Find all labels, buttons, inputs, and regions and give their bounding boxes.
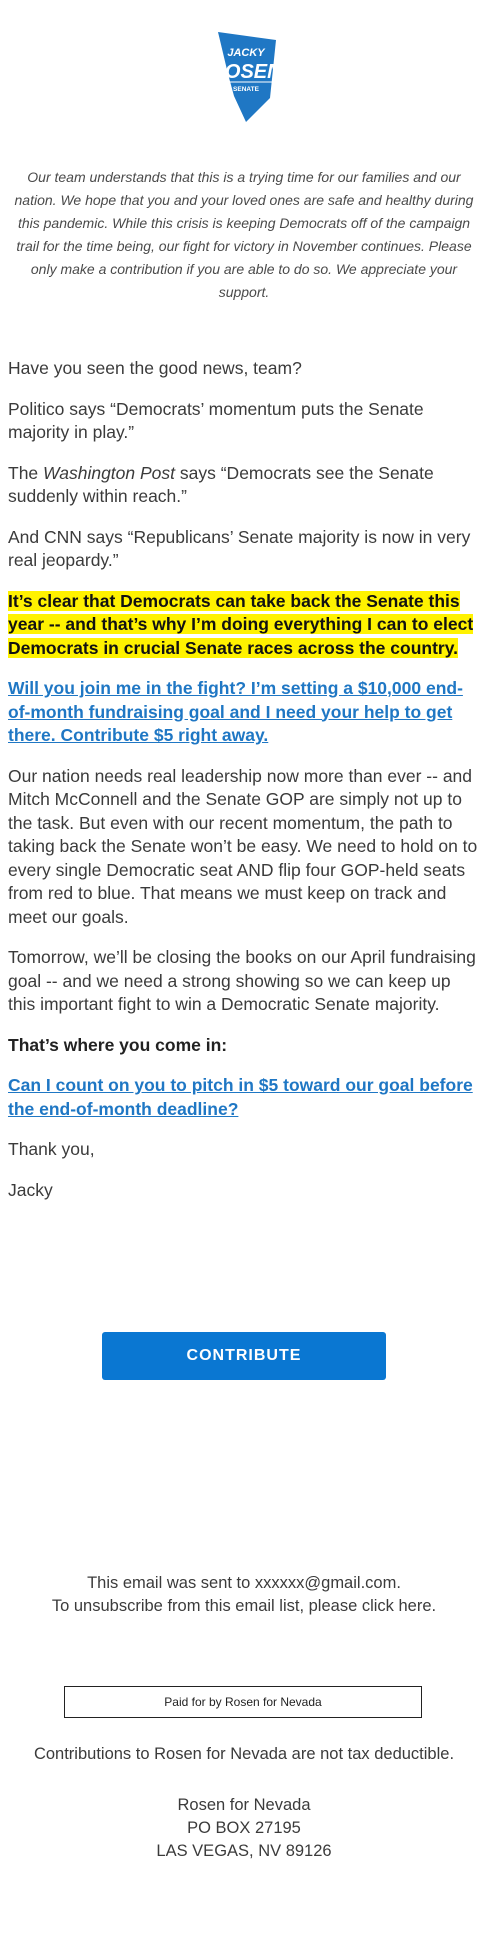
wapo-after: says “Democrats see the Senate suddenly within reach.”: [8, 462, 434, 506]
intro-disclaimer: Our team understands that this is a trying time for our families and our nation. We hope that you and your loved ones are safe and healthy during this pandemic. While this crisis is keeping Democrats off of the campaign trail for the time being, our fight for victory in November continues. Please only make a contribution if you are able to do so. We appreciate your support.: [14, 169, 474, 300]
wapo-title: Washington Post: [43, 462, 176, 483]
po-box: PO BOX 27195: [187, 1819, 301, 1837]
sent-to-text: This email was sent to xxxxxx@gmail.com.: [87, 1574, 401, 1592]
paragraph-closing-books: Tomorrow, we’ll be closing the books on our April fundraising goal -- and we need a strong showing so we can keep up this important fight to win a Democratic Senate majority.: [8, 947, 476, 1014]
paragraph-highlight: [8, 590, 480, 661]
footer-email-notice: [0, 1572, 488, 1618]
paragraph-cnn: And CNN says “Republicans’ Senate majority is now in very real jeopardy.”: [8, 526, 471, 570]
paragraph-where-you-come-in: That’s where you come in:: [8, 1034, 228, 1055]
logo-text-jacky: JACKY: [227, 47, 265, 59]
footer-address: [0, 1794, 488, 1863]
logo-text-rosen: ROSEN: [210, 61, 282, 83]
paragraph-leadership: Our nation needs real leadership now more than ever -- and Mitch McConnell and the Senate GOP are simply not up to the task. But even with our recent momentum, the path to taking back the Senate won’t be easy. We need to hold on to every single Democratic seat AND flip four GOP-held seats from red to blue. That means we must keep on track and meet our goals.: [8, 765, 478, 927]
tax-note: Contributions to Rosen for Nevada are not tax deductible.: [33, 1745, 455, 1763]
paragraph-thank-you: Thank you,: [8, 1139, 95, 1159]
wapo-before: The: [8, 462, 44, 483]
email-body: [8, 357, 480, 1219]
paragraph-signature: Jacky: [8, 1179, 53, 1200]
paragraph-link-pitch: [8, 1074, 480, 1121]
join-fight-link[interactable]: Will you join me in the fight? I’m setting a $10,000 end-of-month fundraising goal and I need your help to get there. Contribute $5 right away.: [8, 678, 463, 745]
unsubscribe-text[interactable]: To unsubscribe from this email list, please click here.: [51, 1597, 437, 1615]
pitch-in-link[interactable]: Can I count on you to pitch in $5 toward our goal before the end-of-month deadline?: [8, 1075, 473, 1119]
paragraph-greeting: Have you seen the good news, team?: [8, 358, 302, 378]
logo-text-senate: SENATE: [233, 86, 259, 93]
paragraph-politico: Politico says “Democrats’ momentum puts the Senate majority in play.”: [8, 398, 424, 442]
paragraph-link-join: [8, 677, 480, 748]
paid-for-box: Paid for by Rosen for Nevada: [64, 1686, 422, 1718]
contribute-button[interactable]: CONTRIBUTE: [102, 1332, 386, 1380]
org-name: Rosen for Nevada: [177, 1796, 311, 1814]
highlighted-text: It’s clear that Democrats can take back the Senate this year -- and that’s why I’m doing everything I can to elect Democrats in crucial Senate races across the country.: [8, 590, 474, 658]
logo-container: [0, 30, 488, 125]
paragraph-washington-post: [8, 462, 480, 509]
jacky-rosen-senate-logo: [204, 30, 284, 125]
city-state-zip: LAS VEGAS, NV 89126: [156, 1842, 332, 1860]
